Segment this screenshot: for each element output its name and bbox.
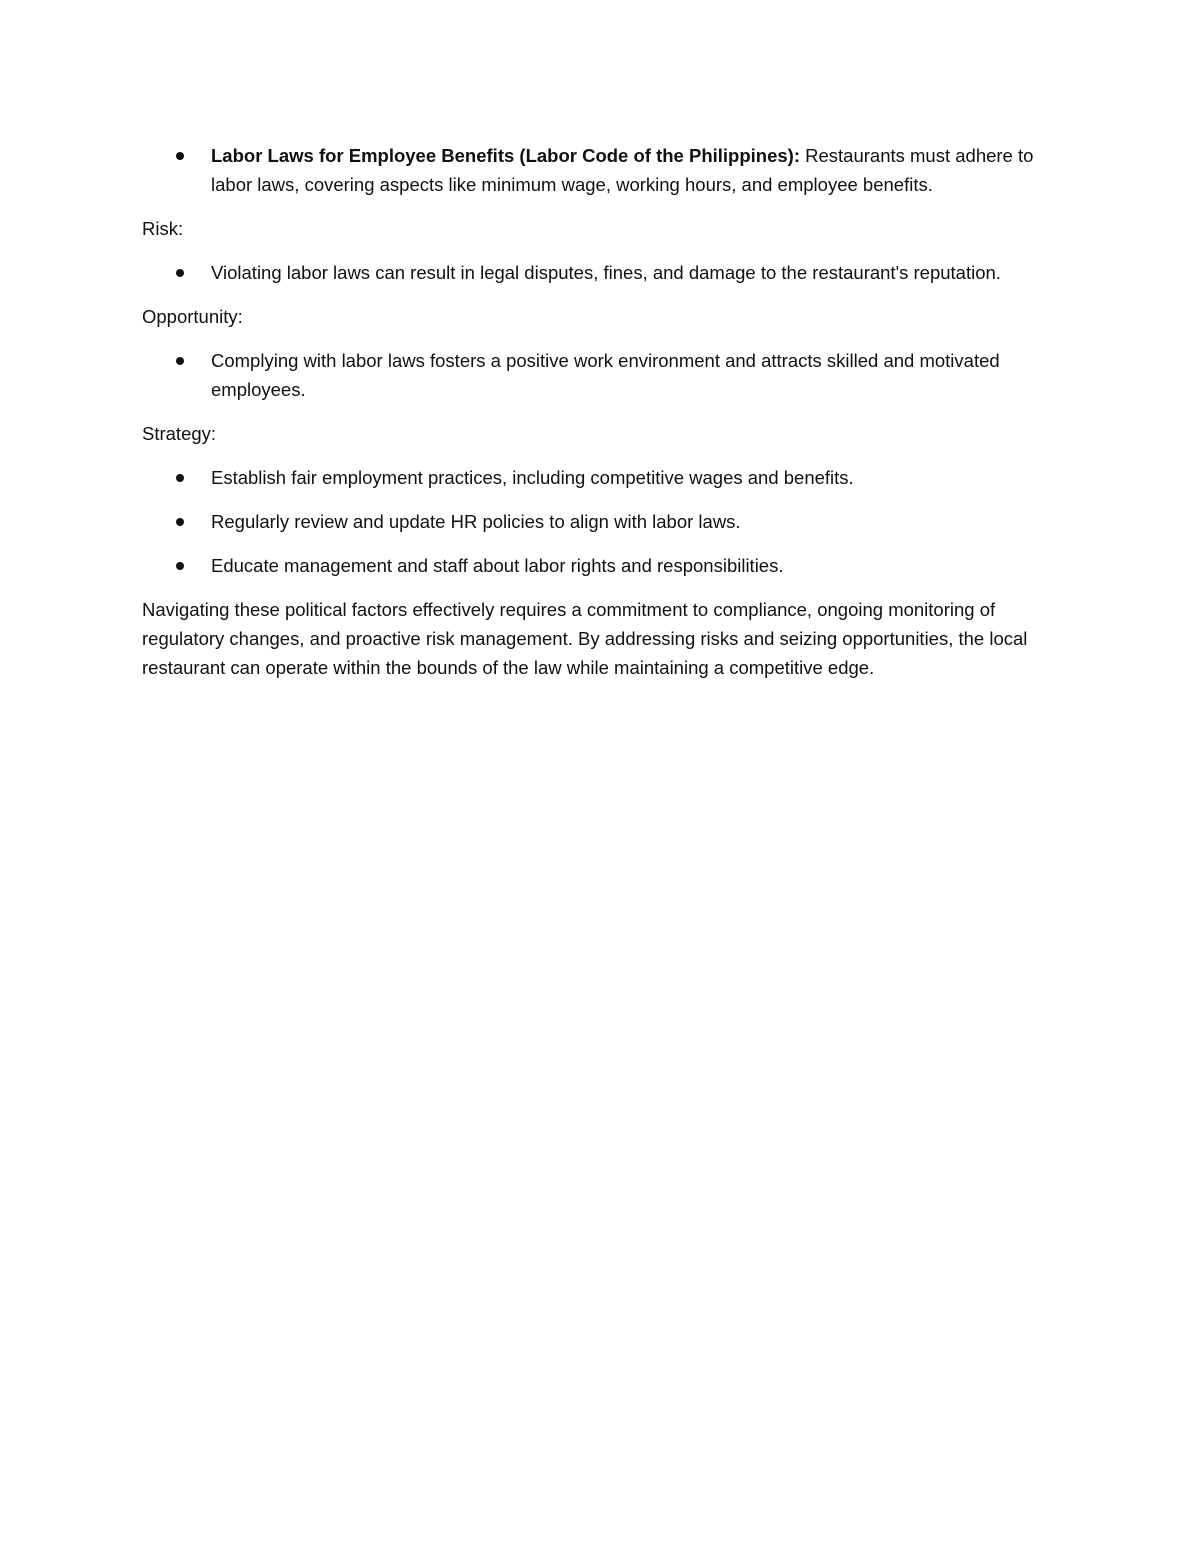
- risk-list: [142, 258, 1072, 287]
- risk-item-text: Violating labor laws can result in legal disputes, fines, and damage to the restaurant's reputation.: [211, 262, 1001, 283]
- opportunity-item-text: Complying with labor laws fosters a positive work environment and attracts skilled and motivated employees.: [211, 350, 1000, 400]
- bullet-icon: [176, 357, 184, 365]
- strategy-label: Strategy:: [142, 423, 217, 444]
- risk-list-item: [142, 258, 1072, 287]
- risk-label: Risk:: [142, 218, 184, 239]
- strategy-list-item: [142, 463, 1072, 492]
- conclusion-paragraph: Navigating these political factors effectively requires a commitment to compliance, ongoing monitoring of regulatory changes, and proactive risk management. By addressing risks and seizing opportunities, the local restaurant can operate within the bounds of the law while maintaining a competitive edge.: [142, 599, 1028, 678]
- strategy-item-text: Establish fair employment practices, including competitive wages and benefits.: [211, 467, 854, 488]
- strategy-item-text: Regularly review and update HR policies to align with labor laws.: [211, 511, 741, 532]
- bullet-icon: [176, 152, 184, 160]
- intro-text: Restaurants must adhere to labor laws, covering aspects like minimum wage, working hours, and employee benefits.: [211, 145, 1034, 195]
- document-content: [142, 141, 1072, 682]
- bullet-icon: [176, 269, 184, 277]
- opportunity-list-item: [142, 346, 1072, 404]
- bullet-icon: [176, 562, 184, 570]
- opportunity-label: Opportunity:: [142, 306, 243, 327]
- intro-list-item: [142, 141, 1072, 199]
- intro-list: [142, 141, 1072, 199]
- bullet-icon: [176, 518, 184, 526]
- strategy-item-text: Educate management and staff about labor rights and responsibilities.: [211, 555, 784, 576]
- intro-heading: Labor Laws for Employee Benefits (Labor Code of the Philippines):: [211, 145, 800, 166]
- strategy-list: [142, 463, 1072, 580]
- bullet-icon: [176, 474, 184, 482]
- strategy-list-item: [142, 551, 1072, 580]
- opportunity-list: [142, 346, 1072, 404]
- strategy-list-item: [142, 507, 1072, 536]
